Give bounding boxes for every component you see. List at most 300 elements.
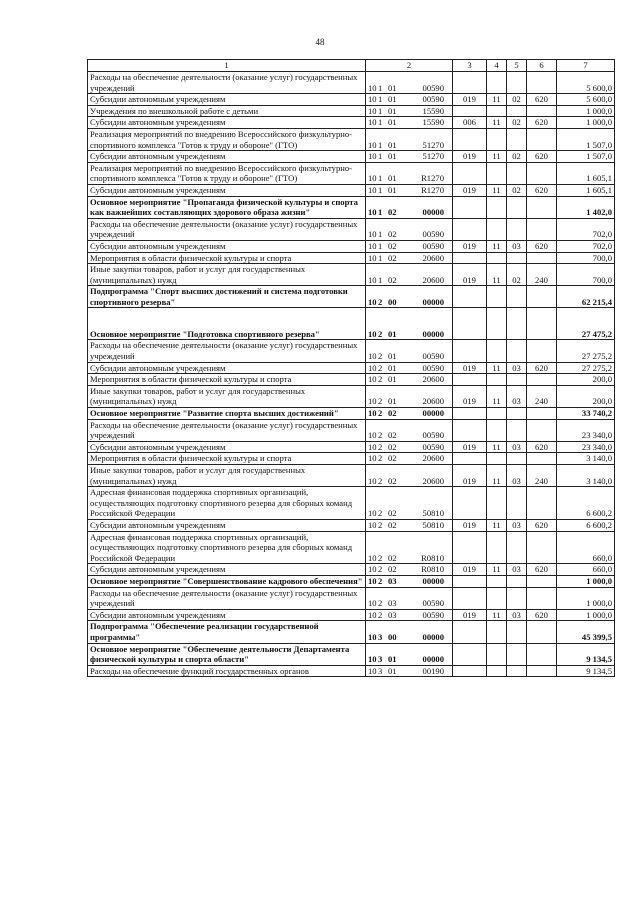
code-direction: 50810 (422, 519, 444, 530)
subsection-code (507, 218, 527, 240)
section-code (487, 286, 507, 308)
grbs-code: 019 (453, 184, 487, 196)
row-description: Субсидии автономным учреждениям (88, 519, 366, 531)
row-description: Субсидии автономным учреждениям (88, 609, 366, 621)
code-program: 10 (368, 296, 377, 307)
section-code: 11 (487, 385, 507, 407)
expense-type-code (527, 218, 557, 240)
section-code: 11 (487, 184, 507, 196)
amount: 200,0 (557, 385, 615, 407)
table-row (88, 487, 615, 520)
subsection-code: 03 (507, 362, 527, 374)
code-direction: 00190 (422, 665, 444, 676)
code-subprogram: 1 (378, 105, 383, 116)
row-description: Основное мероприятие "Подготовка спортивного резерва" (88, 308, 366, 340)
section-code (487, 162, 507, 184)
code-subprogram: 1 (378, 117, 383, 128)
expense-type-code: 620 (527, 184, 557, 196)
code-event: 02 (388, 564, 397, 575)
grbs-code: 019 (453, 362, 487, 374)
row-description: Мероприятия в области физической культуры и спорта (88, 453, 366, 465)
code-subprogram: 1 (378, 184, 383, 195)
code-event: 02 (388, 207, 397, 218)
grbs-code: 019 (453, 94, 487, 106)
code-event: 03 (388, 609, 397, 620)
section-code (487, 105, 507, 117)
code-direction: 51270 (422, 151, 444, 162)
table-row (88, 117, 615, 129)
code-program: 10 (368, 575, 377, 586)
code-program: 10 (368, 552, 377, 563)
code-program: 10 (368, 609, 377, 620)
section-code: 11 (487, 264, 507, 286)
grbs-code (453, 419, 487, 441)
amount: 6 600,2 (557, 519, 615, 531)
code-direction: 50810 (422, 508, 444, 519)
code-subprogram: 2 (378, 296, 383, 307)
row-description: Расходы на обеспечение функций государственных органов (88, 665, 366, 677)
subsection-code (507, 408, 527, 420)
expense-type-code: 620 (527, 94, 557, 106)
code-program: 10 (368, 94, 377, 105)
target-code (366, 252, 453, 264)
code-event: 01 (388, 654, 397, 665)
table-row (88, 385, 615, 407)
code-program: 10 (368, 117, 377, 128)
code-direction: R0810 (421, 552, 444, 563)
target-code (366, 105, 453, 117)
target-code (366, 117, 453, 129)
code-subprogram: 2 (378, 453, 383, 464)
target-code (366, 308, 453, 340)
amount: 3 140,0 (557, 465, 615, 487)
grbs-code (453, 531, 487, 564)
amount: 660,0 (557, 531, 615, 564)
code-program: 10 (368, 475, 377, 486)
code-event: 01 (388, 82, 397, 93)
target-code (366, 264, 453, 286)
section-code (487, 196, 507, 218)
target-code (366, 419, 453, 441)
code-subprogram: 2 (378, 351, 383, 362)
row-description: Субсидии автономным учреждениям (88, 184, 366, 196)
amount: 1 605,1 (557, 162, 615, 184)
table-row (88, 94, 615, 106)
code-program: 10 (368, 631, 377, 642)
code-direction: 20600 (422, 252, 444, 263)
section-code: 11 (487, 117, 507, 129)
target-code (366, 162, 453, 184)
table-row (88, 105, 615, 117)
code-subprogram: 2 (378, 475, 383, 486)
code-subprogram: 1 (378, 139, 383, 150)
amount: 1 000,0 (557, 587, 615, 609)
subsection-code: 03 (507, 465, 527, 487)
subsection-code (507, 105, 527, 117)
code-event: 01 (388, 665, 397, 676)
amount: 27 275,2 (557, 340, 615, 362)
code-direction: 00590 (422, 240, 444, 251)
code-subprogram: 2 (378, 575, 383, 586)
subsection-code: 03 (507, 240, 527, 252)
amount: 5 600,0 (557, 94, 615, 106)
code-event: 03 (388, 598, 397, 609)
code-subprogram: 2 (378, 328, 383, 339)
code-program: 10 (368, 184, 377, 195)
row-description: Субсидии автономным учреждениям (88, 564, 366, 576)
code-program: 10 (368, 328, 377, 339)
code-program: 10 (368, 374, 377, 385)
code-subprogram: 2 (378, 374, 383, 385)
target-code (366, 519, 453, 531)
subsection-code: 02 (507, 94, 527, 106)
grbs-code (453, 643, 487, 665)
grbs-code: 019 (453, 465, 487, 487)
code-program: 10 (368, 151, 377, 162)
target-code (366, 196, 453, 218)
subsection-code (507, 453, 527, 465)
expense-type-code (527, 587, 557, 609)
subsection-code (507, 252, 527, 264)
code-event: 01 (388, 117, 397, 128)
expense-type-code (527, 340, 557, 362)
table-row (88, 453, 615, 465)
target-code (366, 240, 453, 252)
section-code (487, 340, 507, 362)
amount: 1 000,0 (557, 609, 615, 621)
table-row (88, 218, 615, 240)
code-direction: 20600 (422, 475, 444, 486)
code-program: 10 (368, 240, 377, 251)
target-code (366, 94, 453, 106)
subsection-code (507, 72, 527, 94)
code-event: 01 (388, 362, 397, 373)
expense-type-code (527, 308, 557, 340)
grbs-code (453, 408, 487, 420)
expense-type-code: 620 (527, 240, 557, 252)
row-description: Адресная финансовая поддержка спортивных организаций, осуществляющих подготовку спортивного резерва для сборных команд Российской Федерации (88, 487, 366, 520)
row-description: Адресная финансовая поддержка спортивных организаций, осуществляющих подготовку спортивного резерва для сборных команд Российской Федерации (88, 531, 366, 564)
amount: 702,0 (557, 240, 615, 252)
section-code: 11 (487, 441, 507, 453)
grbs-code: 019 (453, 240, 487, 252)
expense-type-code: 620 (527, 609, 557, 621)
amount: 1 000,0 (557, 117, 615, 129)
table-row (88, 184, 615, 196)
grbs-code (453, 162, 487, 184)
table-row (88, 252, 615, 264)
amount: 1 000,0 (557, 105, 615, 117)
target-code (366, 286, 453, 308)
table-row (88, 374, 615, 386)
code-direction: R1270 (421, 173, 444, 184)
code-program: 10 (368, 564, 377, 575)
code-direction: 00000 (422, 328, 444, 339)
code-subprogram: 1 (378, 229, 383, 240)
column-header: 3 (453, 60, 487, 72)
code-event: 01 (388, 139, 397, 150)
amount: 1 000,0 (557, 575, 615, 587)
code-event: 02 (388, 274, 397, 285)
code-direction: 20600 (422, 274, 444, 285)
code-program: 10 (368, 665, 377, 676)
table-row (88, 465, 615, 487)
expense-type-code: 620 (527, 564, 557, 576)
subsection-code: 02 (507, 184, 527, 196)
code-subprogram: 2 (378, 362, 383, 373)
amount: 23 340,0 (557, 441, 615, 453)
amount: 3 140,0 (557, 453, 615, 465)
code-event: 02 (388, 408, 397, 419)
expense-type-code: 240 (527, 264, 557, 286)
row-description: Мероприятия в области физической культуры и спорта (88, 252, 366, 264)
table-row (88, 587, 615, 609)
target-code (366, 385, 453, 407)
row-description: Субсидии автономным учреждениям (88, 362, 366, 374)
grbs-code: 019 (453, 151, 487, 163)
subsection-code: 03 (507, 609, 527, 621)
grbs-code (453, 72, 487, 94)
expense-type-code: 620 (527, 117, 557, 129)
section-code: 11 (487, 519, 507, 531)
code-event: 01 (388, 173, 397, 184)
amount: 23 340,0 (557, 419, 615, 441)
target-code (366, 487, 453, 520)
row-description: Расходы на обеспечение деятельности (оказание услуг) государственных учреждений (88, 419, 366, 441)
subsection-code: 03 (507, 385, 527, 407)
row-description: Субсидии автономным учреждениям (88, 151, 366, 163)
section-code (487, 252, 507, 264)
amount: 6 600,2 (557, 487, 615, 520)
section-code: 11 (487, 362, 507, 374)
code-direction: 20600 (422, 374, 444, 385)
row-description: Иные закупки товаров, работ и услуг для государственных (муниципальных) нужд (88, 465, 366, 487)
code-subprogram: 1 (378, 173, 383, 184)
code-event: 02 (388, 252, 397, 263)
row-description: Реализация мероприятий по внедрению Всероссийского физкультурно-спортивного комплекса "Готов к труду и обороне" (ГТО) (88, 128, 366, 150)
column-number-row (88, 60, 615, 72)
target-code (366, 128, 453, 150)
amount: 27 275,2 (557, 362, 615, 374)
code-subprogram: 2 (378, 519, 383, 530)
section-code: 11 (487, 151, 507, 163)
section-code (487, 374, 507, 386)
expense-type-code (527, 453, 557, 465)
expense-type-code: 620 (527, 519, 557, 531)
subsection-code: 02 (507, 151, 527, 163)
code-event: 01 (388, 94, 397, 105)
section-code (487, 72, 507, 94)
code-direction: 00590 (422, 229, 444, 240)
row-description: Субсидии автономным учреждениям (88, 441, 366, 453)
subsection-code (507, 286, 527, 308)
code-event: 02 (388, 552, 397, 563)
code-direction: 00000 (422, 207, 444, 218)
subsection-code (507, 196, 527, 218)
code-event: 02 (388, 508, 397, 519)
column-header: 1 (88, 60, 366, 72)
subsection-code: 03 (507, 564, 527, 576)
expense-type-code (527, 286, 557, 308)
subsection-code (507, 665, 527, 677)
amount: 33 740,2 (557, 408, 615, 420)
subsection-code (507, 531, 527, 564)
amount: 1 507,0 (557, 128, 615, 150)
code-event: 01 (388, 374, 397, 385)
code-event: 01 (388, 328, 397, 339)
subsection-code (507, 374, 527, 386)
code-direction: 00590 (422, 441, 444, 452)
amount: 62 215,4 (557, 286, 615, 308)
code-event: 02 (388, 453, 397, 464)
grbs-code (453, 308, 487, 340)
target-code (366, 374, 453, 386)
subsection-code (507, 575, 527, 587)
subsection-code: 03 (507, 519, 527, 531)
grbs-code (453, 621, 487, 643)
code-event: 02 (388, 240, 397, 251)
code-direction: 15590 (422, 105, 444, 116)
expense-type-code (527, 196, 557, 218)
grbs-code: 019 (453, 264, 487, 286)
grbs-code (453, 575, 487, 587)
row-description: Подпрограмма "Обеспечение реализации государственной программы" (88, 621, 366, 643)
code-direction: 51270 (422, 139, 444, 150)
table-row (88, 151, 615, 163)
grbs-code: 019 (453, 441, 487, 453)
expense-type-code (527, 643, 557, 665)
section-code: 11 (487, 94, 507, 106)
column-header: 6 (527, 60, 557, 72)
code-event: 01 (388, 151, 397, 162)
section-code (487, 587, 507, 609)
table-row (88, 665, 615, 677)
code-event: 01 (388, 396, 397, 407)
row-description: Расходы на обеспечение деятельности (оказание услуг) государственных учреждений (88, 218, 366, 240)
amount: 700,0 (557, 252, 615, 264)
expense-type-code (527, 128, 557, 150)
grbs-code (453, 128, 487, 150)
table-row (88, 128, 615, 150)
grbs-code (453, 286, 487, 308)
code-direction: 00590 (422, 598, 444, 609)
code-subprogram: 1 (378, 207, 383, 218)
budget-table (87, 59, 615, 677)
row-description: Мероприятия в области физической культуры и спорта (88, 374, 366, 386)
target-code (366, 643, 453, 665)
section-code (487, 218, 507, 240)
target-code (366, 665, 453, 677)
grbs-code: 006 (453, 117, 487, 129)
code-direction: R0810 (421, 564, 444, 575)
code-subprogram: 1 (378, 94, 383, 105)
target-code (366, 441, 453, 453)
code-direction: 20600 (422, 453, 444, 464)
code-event: 01 (388, 351, 397, 362)
section-code (487, 408, 507, 420)
grbs-code: 019 (453, 564, 487, 576)
expense-type-code (527, 252, 557, 264)
grbs-code (453, 218, 487, 240)
amount: 9 134,5 (557, 665, 615, 677)
code-program: 10 (368, 362, 377, 373)
expense-type-code (527, 105, 557, 117)
section-code (487, 621, 507, 643)
subsection-code (507, 621, 527, 643)
expense-type-code (527, 621, 557, 643)
table-row (88, 519, 615, 531)
row-description: Расходы на обеспечение деятельности (оказание услуг) государственных учреждений (88, 340, 366, 362)
subsection-code: 02 (507, 117, 527, 129)
section-code: 11 (487, 240, 507, 252)
section-code (487, 453, 507, 465)
target-code (366, 340, 453, 362)
code-event: 00 (388, 631, 397, 642)
grbs-code (453, 252, 487, 264)
code-event: 02 (388, 430, 397, 441)
code-event: 02 (388, 475, 397, 486)
target-code (366, 531, 453, 564)
target-code (366, 609, 453, 621)
section-code (487, 575, 507, 587)
code-subprogram: 2 (378, 396, 383, 407)
grbs-code (453, 487, 487, 520)
code-program: 10 (368, 519, 377, 530)
code-subprogram: 2 (378, 430, 383, 441)
grbs-code (453, 453, 487, 465)
expense-type-code (527, 487, 557, 520)
code-program: 10 (368, 173, 377, 184)
code-program: 10 (368, 351, 377, 362)
table-row (88, 264, 615, 286)
column-header: 5 (507, 60, 527, 72)
section-code (487, 308, 507, 340)
code-program: 10 (368, 430, 377, 441)
section-code: 11 (487, 564, 507, 576)
code-subprogram: 1 (378, 151, 383, 162)
code-program: 10 (368, 139, 377, 150)
target-code (366, 453, 453, 465)
target-code (366, 587, 453, 609)
column-header: 2 (366, 60, 453, 72)
row-description: Иные закупки товаров, работ и услуг для государственных (муниципальных) нужд (88, 385, 366, 407)
code-direction: 00000 (422, 654, 444, 665)
section-code (487, 128, 507, 150)
column-header: 7 (557, 60, 615, 72)
code-direction: 00590 (422, 82, 444, 93)
grbs-code (453, 587, 487, 609)
column-header: 4 (487, 60, 507, 72)
code-program: 10 (368, 396, 377, 407)
code-direction: R1270 (421, 184, 444, 195)
row-description: Расходы на обеспечение деятельности (оказание услуг) государственных учреждений (88, 587, 366, 609)
code-direction: 00590 (422, 351, 444, 362)
row-description: Субсидии автономным учреждениям (88, 94, 366, 106)
expense-type-code (527, 408, 557, 420)
table-row (88, 240, 615, 252)
expense-type-code: 620 (527, 441, 557, 453)
target-code (366, 575, 453, 587)
table-row (88, 609, 615, 621)
code-direction: 00590 (422, 609, 444, 620)
amount: 9 134,5 (557, 643, 615, 665)
expense-type-code: 240 (527, 385, 557, 407)
grbs-code: 019 (453, 385, 487, 407)
section-code (487, 419, 507, 441)
row-description: Субсидии автономным учреждениям (88, 240, 366, 252)
expense-type-code (527, 72, 557, 94)
table-body (88, 72, 615, 677)
